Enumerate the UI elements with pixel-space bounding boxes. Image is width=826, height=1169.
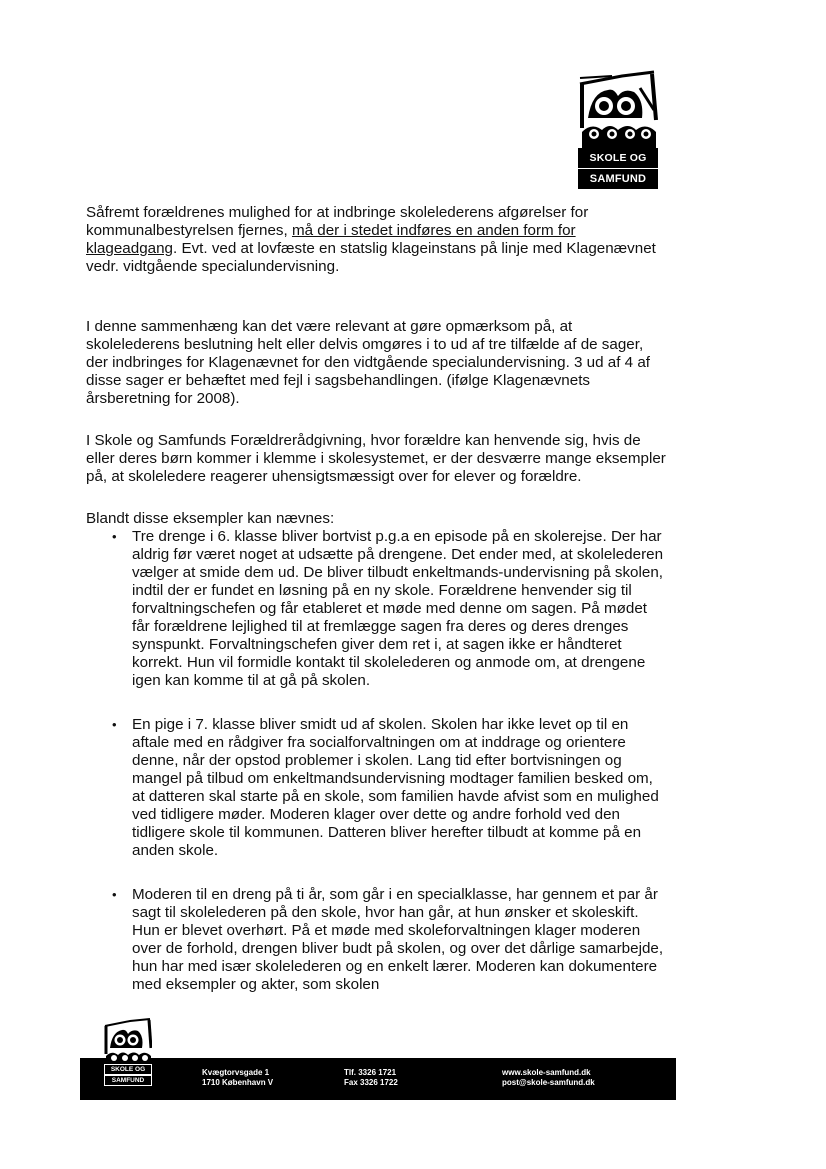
owl-logo-icon	[578, 70, 658, 148]
document-body	[86, 204, 666, 994]
paragraph-complaint-access: Såfremt forældrenes mulighed for at indbringe skolelederens afgørelser for kommunalbestyrelsen fjernes, må der i stedet indføres en anden form for klageadgang. Evt. ved at lovfæste en statslig klageinstans på linje med Klagenævnet vedr. vidtgående specialundervisning.	[86, 204, 656, 275]
examples-list	[86, 528, 666, 994]
footer-logo-text-line2: SAMFUND	[104, 1075, 152, 1086]
footer-contact: www.skole-samfund.dk post@skole-samfund.dk	[502, 1068, 595, 1087]
bullet-icon: •	[112, 529, 117, 544]
paragraph-examples-intro: Blandt disse eksempler kan nævnes:	[86, 510, 335, 527]
underlined-emphasis: må der i stedet indføres en anden form for klageadgang	[86, 222, 576, 257]
footer-bar	[80, 1058, 676, 1100]
paragraph-parent-counselling: I Skole og Samfunds Forældrerådgivning, hvor forældre kan henvende sig, hvis de eller deres børn kommer i klemme i skolesystemet, er der desværre mange eksempler på, at skoleledere reagerer uhensigtsmæssigt over for elever og forældre.	[86, 432, 666, 485]
owl-logo-small-icon	[104, 1018, 152, 1064]
footer-logo-text-line1: SKOLE OG	[104, 1064, 152, 1075]
logo-text-line1: SKOLE OG	[578, 148, 658, 168]
bullet-icon: •	[112, 717, 117, 732]
bullet-icon: •	[112, 887, 117, 902]
skole-og-samfund-logo	[578, 70, 658, 188]
list-item: • Moderen til en dreng på ti år, som går i en specialklasse, har gennem et par år sagt til skolelederen på den skole, hvor han går, at hun ønsker et skoleskift. Hun er blevet overhørt. På et møde med skoleforvaltningen klager moderen over de forhold, drengen bliver budt på skolen, og over det dårlige samarbejde, hun har med især skolelederen og en enkelt lærer. Moderen kan dokumentere med eksempler og akter, som skolen	[112, 886, 664, 993]
footer-phone: Tlf. 3326 1721 Fax 3326 1722	[344, 1068, 398, 1087]
paragraph-appeals-board: I denne sammenhæng kan det være relevant at gøre opmærksom på, at skolelederens beslutning helt eller delvis omgøres i to ud af tre tilfælde af de sager, der indbringes for Klagenævnet for den vidtgående specialundervisning. 3 ud af 4 af disse sager er behæftet med fejl i sagsbehandlingen. (ifølge Klagenævnets årsberetning for 2008).	[86, 318, 650, 407]
list-item: • En pige i 7. klasse bliver smidt ud af skolen. Skolen har ikke levet op til en aftale med en rådgiver fra socialforvaltningen om at inddrage og orientere denne, når der opstod problemer i skolen. Lang tid efter bortvisningen og mangel på tilbud om enkeltmandsundervisning modtager familien besked om, at datteren skal starte på en skole, som familien havde afvist som en mulighed ved tidligere møder. Moderen klager over dette og andre forhold ved den tidligere skole til kommunen. Datteren bliver herefter tilbudt at komme på en anden skole.	[112, 716, 659, 859]
list-item: • Tre drenge i 6. klasse bliver bortvist p.g.a en episode på en skolerejse. Der har aldrig før været noget at udsætte på drengene. Det ender med, at skolelederen vælger at smide dem ud. De bliver tilbudt enkeltmands-undervisning på skolen, indtil der er fundet en løsning på en ny skole. Forældrene henvender sig til forvaltningschefen og får etableret et møde med denne om sagen. På mødet får forældrene lejlighed til at fremlægge sagen fra deres og deres drenges synspunkt. Forvaltningschefen giver dem ret i, at sagen ikke er håndteret korrekt. Hun vil formidle kontakt til skolelederen og anmode om, at drengene igen kan komme til at gå på skolen.	[112, 528, 664, 689]
logo-text-line2: SAMFUND	[578, 168, 658, 189]
footer-address: Kvægtorvsgade 1 1710 København V	[202, 1068, 274, 1087]
footer-logo	[104, 1018, 152, 1086]
